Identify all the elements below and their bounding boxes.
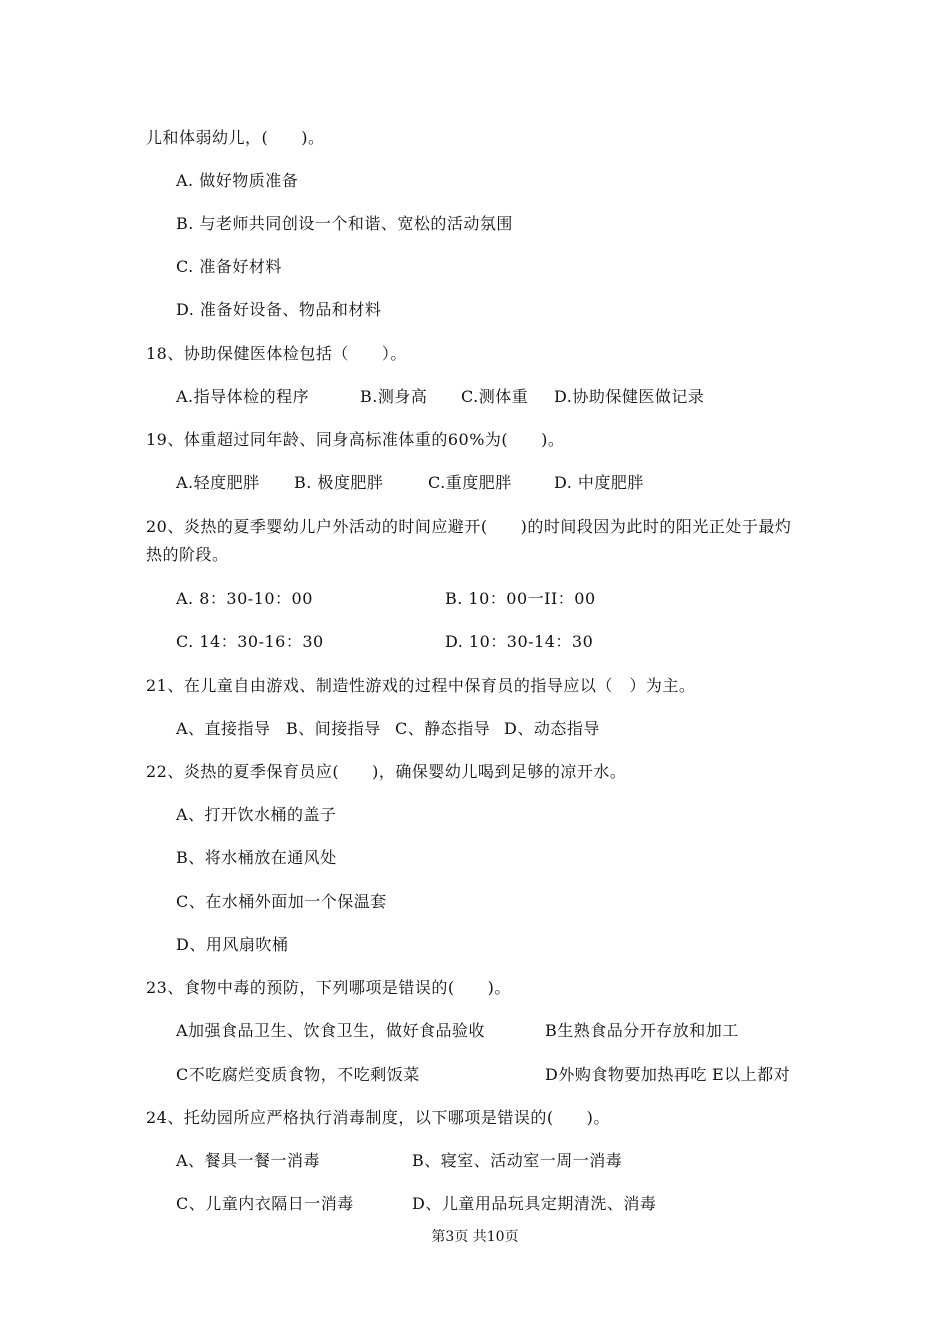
q22-option-a: A、打开饮水桶的盖子 [176,805,337,824]
q18-option-a: A.指导体检的程序 [176,387,310,406]
q19-option-b: B. 极度肥胖 [294,473,384,492]
q22-option-c: C、在水桶外面加一个保温套 [176,892,387,911]
q21-option-d: D、动态指导 [504,719,600,738]
q18-option-d: D.协助保健医做记录 [554,387,705,406]
q20-option-d: D. 10：30-14：30 [445,632,594,651]
question-23: 23、食物中毒的预防，下列哪项是错误的( )。 [146,978,511,997]
q17-option-a: A. 做好物质准备 [176,171,299,190]
question-22: 22、炎热的夏季保育员应( )，确保婴幼儿喝到足够的凉开水。 [146,762,627,781]
q20-option-c: C. 14：30-16：30 [176,632,324,651]
question-17-continuation: 儿和体弱幼儿，( )。 [146,128,325,147]
q17-option-b: B. 与老师共同创设一个和谐、宽松的活动氛围 [176,214,513,233]
page-footer: 第3页 共10页 [431,1229,519,1245]
q20-option-b: B. 10：00一II：00 [445,589,596,608]
question-19: 19、体重超过同年龄、同身高标准体重的60%为( )。 [146,430,565,449]
q23-option-b: B生熟食品分开存放和加工 [545,1021,739,1040]
q22-option-b: B、将水桶放在通风处 [176,848,337,867]
question-21: 21、在儿童自由游戏、制造性游戏的过程中保育员的指导应以（ ）为主。 [146,676,696,695]
q21-option-b: B、间接指导 [286,719,381,738]
q20-option-a: A. 8：30-10：00 [176,589,313,608]
q23-option-d: D外购食物要加热再吃 [545,1065,707,1084]
q19-option-a: A.轻度肥胖 [176,473,260,492]
question-18: 18、协助保健医体检包括（ ）。 [146,344,407,363]
q23-option-a: A加强食品卫生、饮食卫生，做好食品验收 [176,1021,486,1040]
q17-option-c: C. 准备好材料 [176,257,282,276]
q18-option-b: B.测身高 [360,387,428,406]
q24-option-a: A、餐具一餐一消毒 [176,1151,321,1170]
q24-option-b: B、寝室、活动室一周一消毒 [412,1151,623,1170]
q22-option-d: D、用风扇吹桶 [176,935,289,954]
q24-option-d: D、儿童用品玩具定期清洗、消毒 [412,1194,657,1213]
q17-option-d: D. 准备好设备、物品和材料 [176,300,382,319]
q19-option-c: C.重度肥胖 [428,473,512,492]
q23-option-e: E以上都对 [712,1065,791,1084]
q24-option-c: C、儿童内衣隔日一消毒 [176,1194,354,1213]
q21-option-a: A、直接指导 [176,719,271,738]
q21-option-c: C、静态指导 [395,719,491,738]
question-24: 24、托幼园所应严格执行消毒制度，以下哪项是错误的( )。 [146,1108,610,1127]
q18-option-c: C.测体重 [461,387,529,406]
q23-option-c: C不吃腐烂变质食物，不吃剩饭菜 [176,1065,420,1084]
q19-option-d: D. 中度肥胖 [554,473,644,492]
question-20-line-2: 热的阶段。 [146,545,229,564]
question-20-line-1: 20、炎热的夏季婴幼儿户外活动的时间应避开( )的时间段因为此时的阳光正处于最灼 [146,517,792,536]
